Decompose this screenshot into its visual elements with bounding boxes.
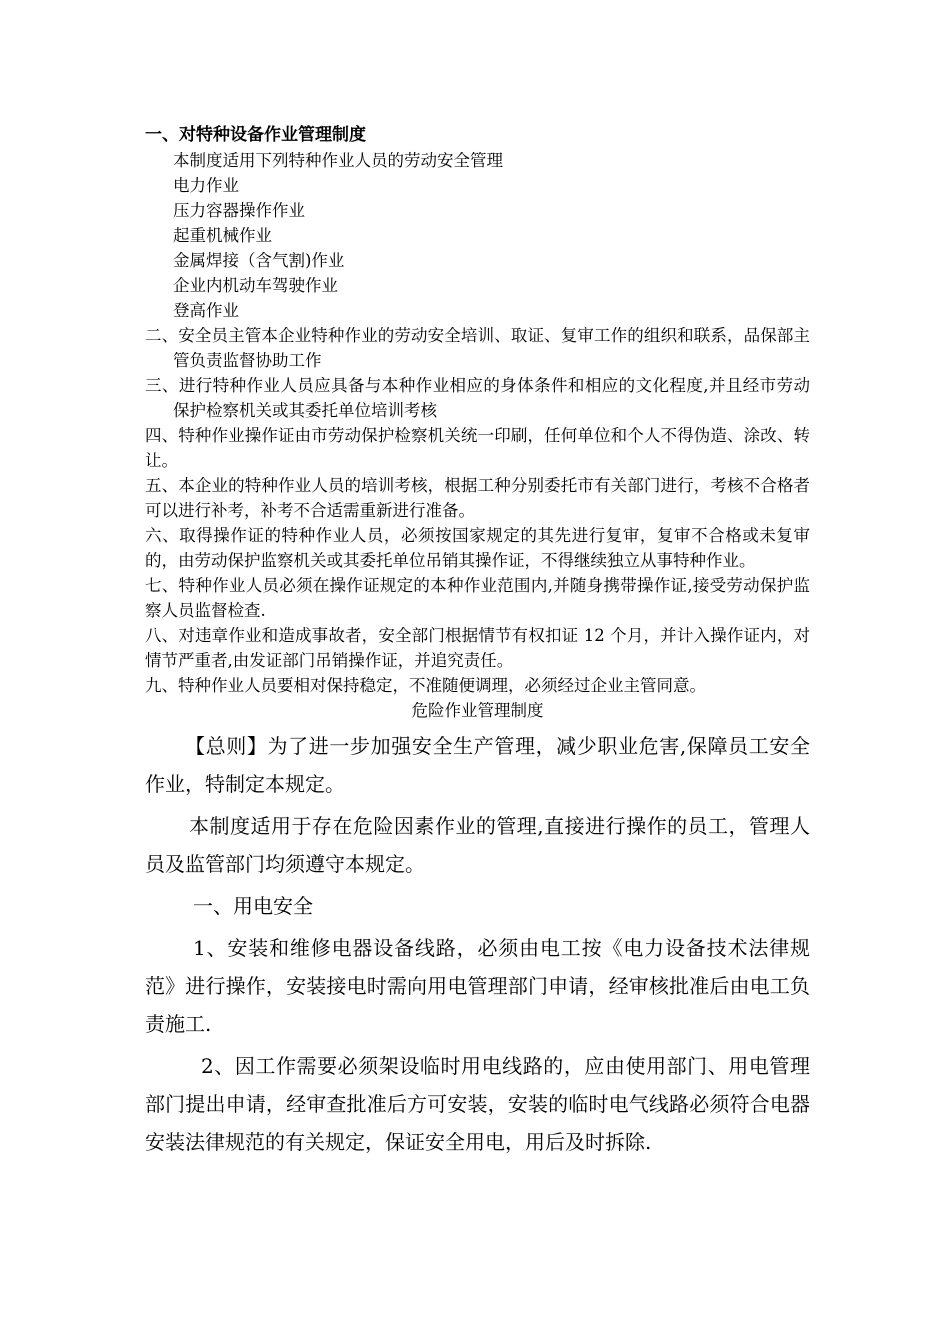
job-item: 起重机械作业: [173, 226, 272, 245]
section-1-intro: 本制度适用下列特种作业人员的劳动安全管理: [173, 151, 503, 170]
electricity-heading: 一、用电安全: [193, 894, 313, 918]
rule-item-5: 五、本企业的特种作业人员的培训考核，根据工种分别委托市有关部门进行，考核不合格者可以进行补考，补考不合适需重新进行准备。: [145, 476, 810, 520]
job-item: 金属焊接（含气割)作业: [173, 251, 345, 270]
rule-item-3: 三、进行特种作业人员应具备与本种作业相应的身体条件和相应的文化程度,并且经市劳动保护检察机关或其委托单位培训考核: [145, 376, 810, 420]
job-item: 企业内机动车驾驶作业: [173, 276, 338, 295]
section-1-title: 一、对特种设备作业管理制度: [145, 125, 366, 145]
rule-item-2: 二、安全员主管本企业特种作业的劳动安全培训、取证、复审工作的组织和联系，品保部主管负责监督协助工作: [145, 326, 810, 370]
document-body: [145, 123, 810, 1165]
rule-item-7: 七、特种作业人员必须在操作证规定的本种作业范围内,并随身携带操作证,接受劳动保护监察人员监督检查.: [145, 576, 810, 620]
rule-item-9: 九、特种作业人员要相对保持稳定，不准随便调理，必须经过企业主管同意。: [145, 676, 706, 695]
rule-item-6: 六、取得操作证的特种作业人员，必须按国家规定的其先进行复审，复审不合格或未复审的，由劳动保护监察机关或其委托单位吊销其操作证，不得继续独立从事特种作业。: [145, 526, 810, 570]
job-item: 登高作业: [173, 301, 239, 320]
job-item: 压力容器操作作业: [173, 201, 305, 220]
electricity-rule-2: 2、因工作需要必须架设临时用电线路的，应由使用部门、用电管理部门提出申请，经审查批准后方可安装，安装的临时电气线路必须符合电器安装法律规范的有关规定，保证安全用电，用后及时拆除.: [145, 1054, 810, 1154]
scope-paragraph: 本制度适用于存在危险因素作业的管理,直接进行操作的员工，管理人员及监管部门均须遵守本规定。: [145, 814, 810, 876]
general-paragraph: 【总则】为了进一步加强安全生产管理，减少职业危害,保障员工安全作业，特制定本规定。: [145, 734, 810, 796]
rule-item-4: 四、特种作业操作证由市劳动保护检察机关统一印刷，任何单位和个人不得伪造、涂改、转让。: [145, 426, 810, 470]
rule-item-8: 八、对违章作业和造成事故者，安全部门根据情节有权扣证 12 个月，并计入操作证内，对情节严重者,由发证部门吊销操作证，并追究责任。: [145, 626, 810, 670]
section-2-title: 危险作业管理制度: [411, 701, 544, 720]
electricity-rule-1: 1、安装和维修电器设备线路，必须由电工按《电力设备技术法律规范》进行操作，安装接电时需向用电管理部门申请，经审核批准后由电工负责施工.: [145, 936, 810, 1036]
job-item: 电力作业: [173, 176, 239, 195]
